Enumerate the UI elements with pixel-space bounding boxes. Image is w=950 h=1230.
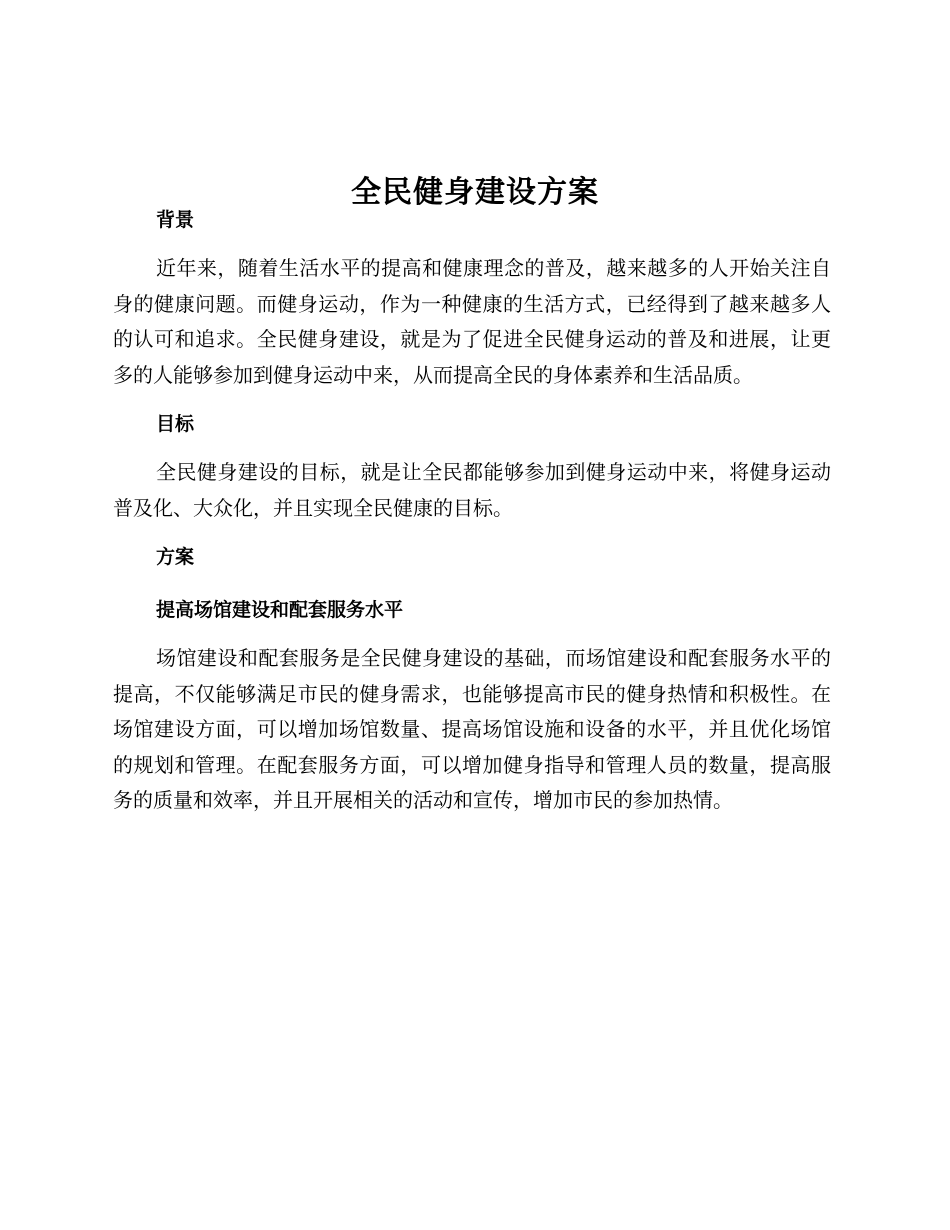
- section-heading-plan: 方案: [156, 546, 195, 568]
- section-heading-goal: 目标: [156, 413, 195, 435]
- section-heading-background: 背景: [156, 209, 195, 231]
- subsection-heading-venue-service: 提高场馆建设和配套服务水平: [156, 599, 404, 621]
- background-paragraph: 近年来，随着生活水平的提高和健康理念的普及，越来越多的人开始关注自身的健康问题。而健身运动，作为一种健康的生活方式，已经得到了越来越多人的认可和追求。全民健身建设，就是为了促进全民健身运动的普及和进展，让更多的人能够参加到健身运动中来，从而提高全民的身体素养和生活品质。: [113, 256, 831, 387]
- goal-paragraph: 全民健身建设的目标，就是让全民都能够参加到健身运动中来，将健身运动普及化、大众化，并且实现全民健康的目标。: [113, 460, 831, 520]
- document-title: 全民健身建设方案: [351, 175, 599, 211]
- venue-service-paragraph: 场馆建设和配套服务是全民健身建设的基础，而场馆建设和配套服务水平的提高，不仅能够满足市民的健身需求，也能够提高市民的健身热情和积极性。在场馆建设方面，可以增加场馆数量、提高场馆设施和设备的水平，并且优化场馆的规划和管理。在配套服务方面，可以增加健身指导和管理人员的数量，提高服务的质量和效率，并且开展相关的活动和宣传，增加市民的参加热情。: [113, 646, 831, 812]
- document-body: [113, 198, 831, 828]
